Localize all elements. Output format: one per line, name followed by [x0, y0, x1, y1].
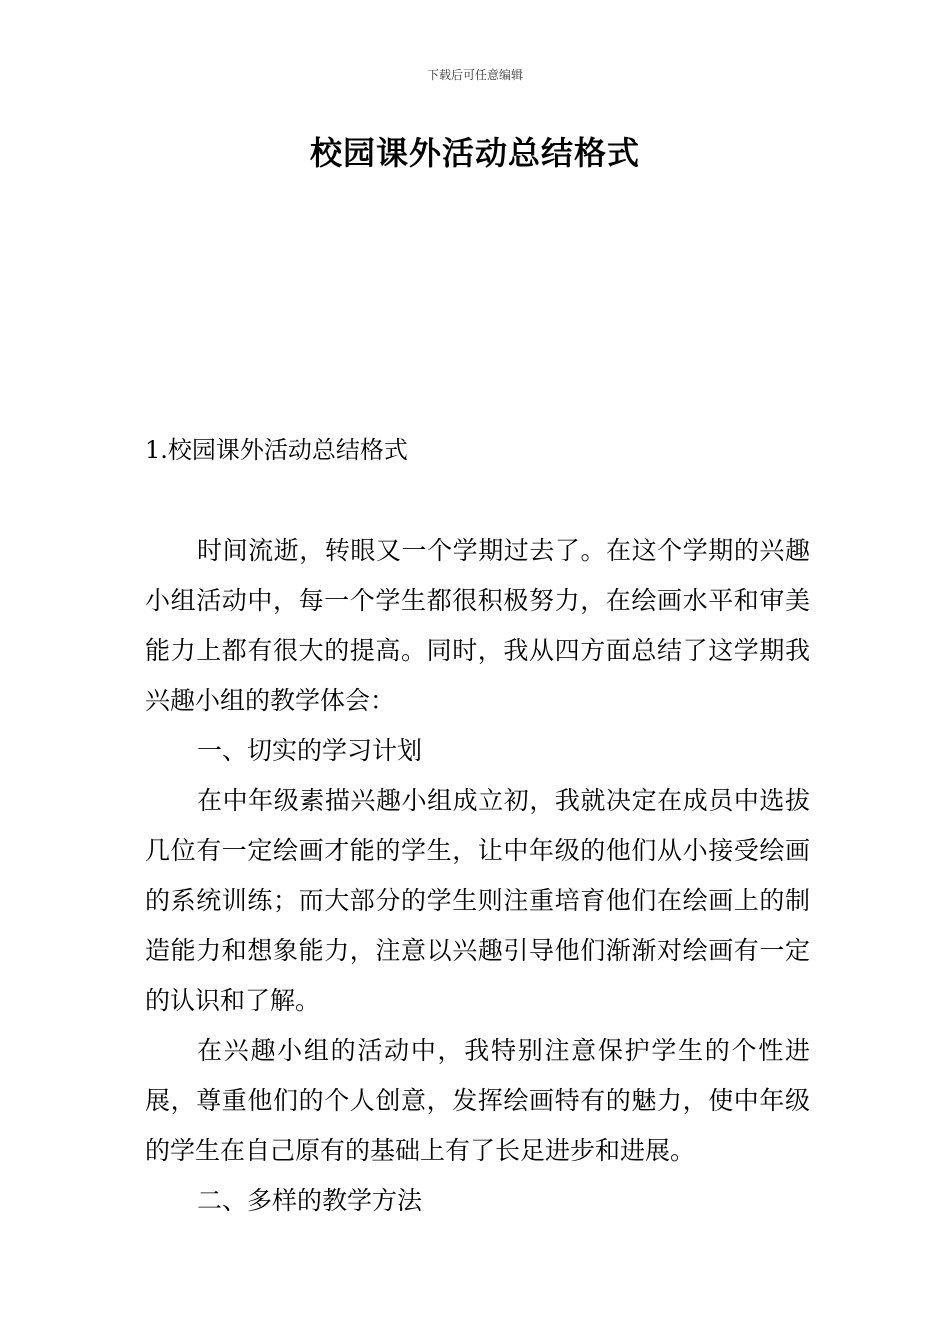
document-body [145, 526, 810, 1226]
body-paragraph: 在中年级素描兴趣小组成立初，我就决定在成员中选拔几位有一定绘画才能的学生，让中年级的他们从小接受绘画的系统训练；而大部分的学生则注重培育他们在绘画上的制造能力和想象能力，注意以兴趣引导他们渐渐对绘画有一定的认识和了解。 [145, 786, 810, 1015]
header-note: 下载后可任意编辑 [426, 68, 523, 82]
section-heading: 1.校园课外活动总结格式 [145, 436, 408, 464]
subheading: 二、多样的教学方法 [197, 1186, 423, 1215]
subheading: 一、切实的学习计划 [197, 736, 423, 765]
document-title: 校园课外活动总结格式 [309, 134, 640, 172]
body-paragraph: 时间流逝，转眼又一个学期过去了。在这个学期的兴趣小组活动中，每一个学生都很积极努力，在绘画水平和审美能力上都有很大的提高。同时，我从四方面总结了这学期我兴趣小组的教学体会： [145, 536, 810, 715]
body-paragraph: 在兴趣小组的活动中，我特别注意保护学生的个性进展，尊重他们的个人创意，发挥绘画特有的魅力，使中年级的学生在自己原有的基础上有了长足进步和进展。 [145, 1036, 810, 1165]
